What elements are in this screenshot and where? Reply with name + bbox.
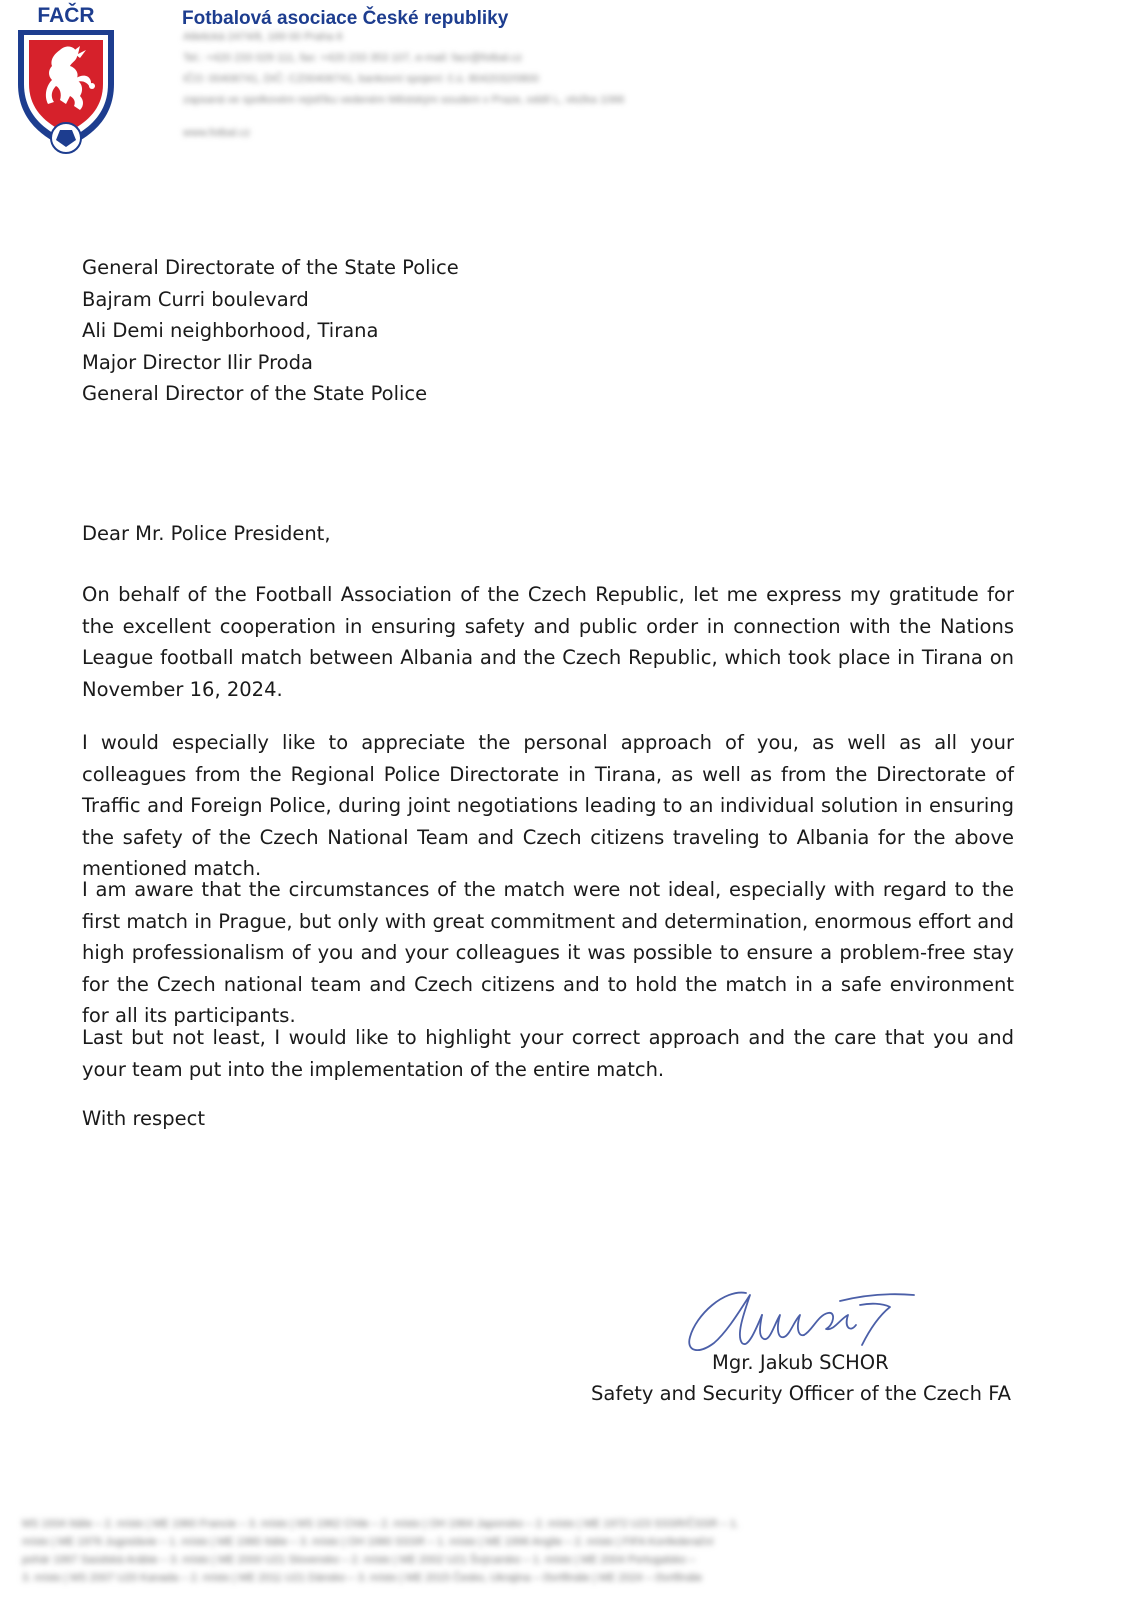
footer-line: pohár 1997 Saúdská Arábie – 3. místo | ME 2000 U21 Slovensko – 2. místo | ME 2002 U21 Švýcarsko – 1. místo | ME 2004 Portugalsko – — [22, 1554, 696, 1566]
footer-line: MS 1934 Itálie – 2. místo | ME 1960 Francie – 3. místo | MS 1962 Chile – 2. místo | OH 1964 Japonsko – 2. místo | ME 1972 U23 SSSR/ČSSR – 1. — [22, 1518, 739, 1530]
recipient-line: Major Director Ilir Proda — [82, 350, 313, 374]
contact-address: Atletická 2474/8, 169 00 Praha 6 — [183, 31, 343, 43]
body-paragraph: I would especially like to appreciate the personal approach of you, as well as all your colleagues from the Regional Police Directorate in Tirana, as well as from the Directorate of Traffic and Foreign Police, during joint negotiations leading to an individual solution in ensuring the safety of the Czech National Team and Czech citizens traveling to Albania for the above mentioned match. — [82, 731, 1014, 880]
contact-website: www.fotbal.cz — [183, 127, 251, 139]
organization-name: Fotbalová asociace České republiky — [182, 8, 509, 29]
recipient-line: General Director of the State Police — [82, 382, 428, 405]
body-paragraph: Last but not least, I would like to highlight your correct approach and the care that you and your team put into the implementation of the entire match. — [82, 1026, 1014, 1081]
crest-icon — [10, 26, 122, 156]
signatory-title: Safety and Security Officer of the Czech FA — [591, 1382, 1011, 1405]
contact-ids: IČO: 00406741, DIČ: CZ00406741, bankovní spojení: č.ú. 8042032/0800 — [183, 73, 539, 85]
contact-registry: zapsaná ve spolkovém rejstříku vedeném Městským soudem v Praze, oddíl L, vložka 1066 — [183, 94, 625, 106]
recipient-address — [82, 252, 459, 410]
signatory-name: Mgr. Jakub SCHOR — [712, 1351, 889, 1374]
body-paragraph: I am aware that the circumstances of the match were not ideal, especially with regard to the first match in Prague, but only with great commitment and determination, enormous effort and high professionalism of you and your colleagues it was possible to ensure a problem-free stay for the Czech national team and Czech citizens and to hold the match in a safe environment for all its participants. — [82, 878, 1014, 1027]
recipient-line: Bajram Curri boulevard — [82, 287, 309, 311]
closing: With respect — [82, 1107, 205, 1130]
footer-line: 3. místo | MS 2007 U20 Kanada – 2. místo | ME 2011 U21 Dánsko – 3. místo | ME 2015 Česko, Ukrajina – čtvrtfinále | ME 2024 – čtvrtfinále — [22, 1572, 703, 1584]
recipient-line: Ali Demi neighborhood, Tirana — [82, 319, 379, 342]
logo-text: FAČR — [37, 4, 95, 27]
footer-line: místo | ME 1976 Jugoslávie – 1. místo | ME 1980 Itálie – 3. místo | OH 1980 SSSR – 1. místo | ME 1996 Anglie – 2. místo | FIFA Konfederační — [22, 1536, 714, 1548]
body-paragraph: On behalf of the Football Association of the Czech Republic, let me express my gratitude for the excellent cooperation in ensuring safety and public order in connection with the Nations League football match between Albania and the Czech Republic, which took place in Tirana on November 16, 2024. — [82, 583, 1014, 701]
recipient-line: General Directorate of the State Police — [82, 256, 459, 279]
salutation: Dear Mr. Police President, — [82, 522, 331, 545]
contact-phone: Tel.: +420 233 029 111, fax: +420 233 353 107, e-mail: facr@fotbal.cz — [183, 52, 523, 64]
facr-logo — [10, 4, 122, 156]
footer-achievements — [22, 1515, 1102, 1587]
